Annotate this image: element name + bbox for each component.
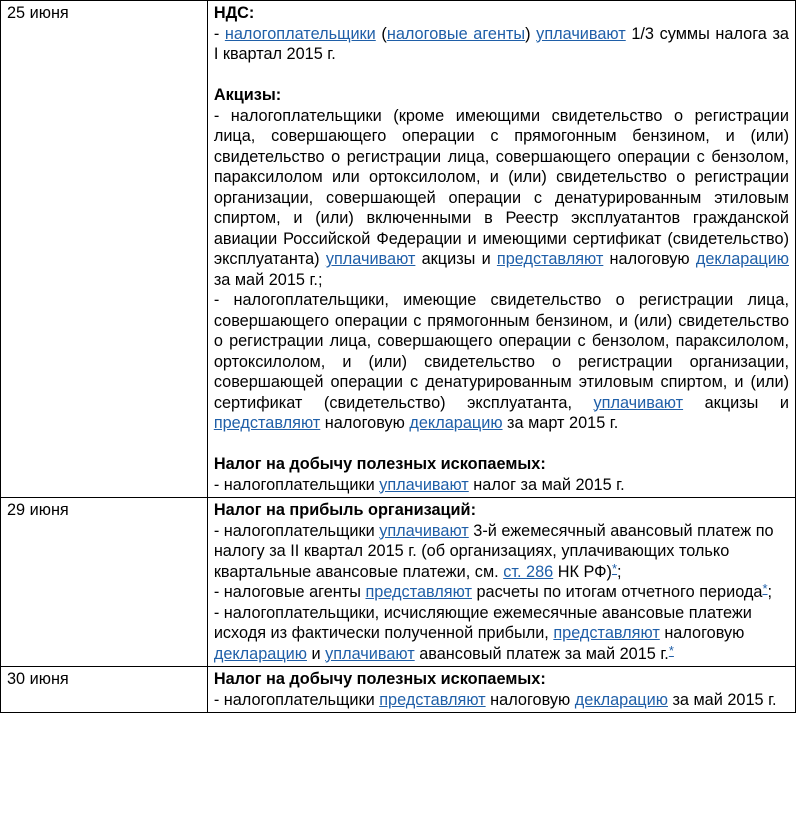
date-cell: 29 июня [1,498,208,667]
text: налоговую [603,250,696,268]
text: - налогоплательщики, исчисляющие ежемесячные авансовые платежи исходя из фактически полученной прибыли, [213,603,752,642]
text: - налогоплательщики [213,521,380,540]
profit-paragraph-2 [214,582,789,603]
submit-link[interactable]: представляют [379,690,486,709]
pay-link[interactable]: уплачивают [325,250,416,268]
text: - налогоплательщики, имеющие свидетельство о регистрации лица, совершающего операции с прямогонным бензином, и (или) свидетельство о регистрации лица, совершающего операции с бензолом, параксилолом, ортоксилолом, и (или) свидетельство о регистрации организации, совершающей операции с денатурированным этиловым спиртом, и (или) сертификат (свидетельство) эксплуатанта, [213,291,789,412]
text: - налогоплательщики [213,475,380,494]
table-row [1,1,796,498]
declaration-link[interactable]: декларацию [409,414,503,432]
mining-paragraph [214,475,789,496]
text: за март 2015 г. [502,414,619,432]
declaration-link[interactable]: декларацию [213,644,307,663]
content-cell [207,498,795,667]
content-cell [207,1,795,498]
date-cell: 25 июня [1,1,208,498]
footnote-link[interactable]: * [611,560,618,576]
text: - налогоплательщики [213,690,380,709]
section-title-mining: Налог на добычу полезных ископаемых: [213,670,546,688]
text: акцизы и [683,393,790,412]
pay-link[interactable]: уплачивают [379,475,469,494]
text: расчеты по итогам отчетного периода [471,583,763,601]
date-cell: 30 июня [1,667,208,713]
text: 3-й ежемесячный авансовый платеж по налогу за II квартал 2015 г. (об организациях, уплачивающих только квартальные авансовые платежи, см. [213,521,774,581]
text: ; [617,562,622,581]
text: налоговую [485,690,575,709]
tax-agents-link[interactable]: налоговые агенты [386,24,526,43]
pay-link[interactable]: уплачивают [536,24,626,43]
content-cell [207,667,795,713]
submit-link[interactable]: представляют [213,414,321,432]
submit-link[interactable]: представляют [496,250,604,268]
section-title-excise: Акцизы: [213,86,282,104]
text: - налогоплательщики (кроме имеющими свидетельство о регистрации лица, совершающего операции с прямогонным бензином, и (или) свидетельство о регистрации лица, совершающего операции с бензолом, параксилолом или ортоксилолом, и (или) свидетельство о регистрации организации, совершающей операции с денатурированным этиловым спиртом, и (или) включенными в Реестр эксплуатантов гражданской авиации Российской Федерации и имеющими сертификат (свидетельство) эксплуатанта) [213,106,789,268]
declaration-link[interactable]: декларацию [574,690,668,709]
submit-link[interactable]: представляют [365,583,472,601]
text: за май 2015 г. [667,690,777,709]
mining-paragraph [214,690,789,711]
section-title-mining: Налог на добычу полезных ископаемых: [213,455,546,473]
text: налоговую [320,414,410,432]
table-row [1,498,796,667]
footnote-link[interactable]: * [762,581,768,596]
text: 1/3 суммы налога за I квартал 2015 г. [213,24,789,63]
text: авансовый платеж за май 2015 г. [414,644,669,663]
declaration-link[interactable]: декларацию [695,250,789,268]
text: ; [767,583,773,601]
text: ( [375,24,387,43]
spacer [214,65,789,86]
pay-link[interactable]: уплачивают [325,644,415,663]
text: - [213,24,225,43]
text: за май 2015 г.; [213,270,323,289]
text: и [306,644,326,663]
excise-paragraph-1 [214,106,789,291]
vat-paragraph [214,24,789,65]
text: налог за май 2015 г. [468,475,625,494]
text: акцизы и [415,250,497,268]
spacer [214,434,789,455]
text: - налоговые агенты [213,583,366,601]
excise-paragraph-2 [214,290,789,434]
text: ) [525,24,537,43]
section-title-vat: НДС: [213,4,255,22]
table-row [1,667,796,713]
taxpayers-link[interactable]: налогоплательщики [224,24,376,43]
pay-link[interactable]: уплачивают [593,393,684,412]
profit-paragraph-3 [214,603,789,665]
pay-link[interactable]: уплачивают [379,521,469,540]
section-title-profit: Налог на прибыль организаций: [213,501,476,519]
text: налоговую [659,624,745,642]
profit-paragraph-1 [214,521,789,583]
footnote-link[interactable]: * [668,642,674,658]
article-286-link[interactable]: ст. 286 [503,562,554,581]
text: НК РФ) [553,562,612,581]
submit-link[interactable]: представляют [553,624,660,642]
